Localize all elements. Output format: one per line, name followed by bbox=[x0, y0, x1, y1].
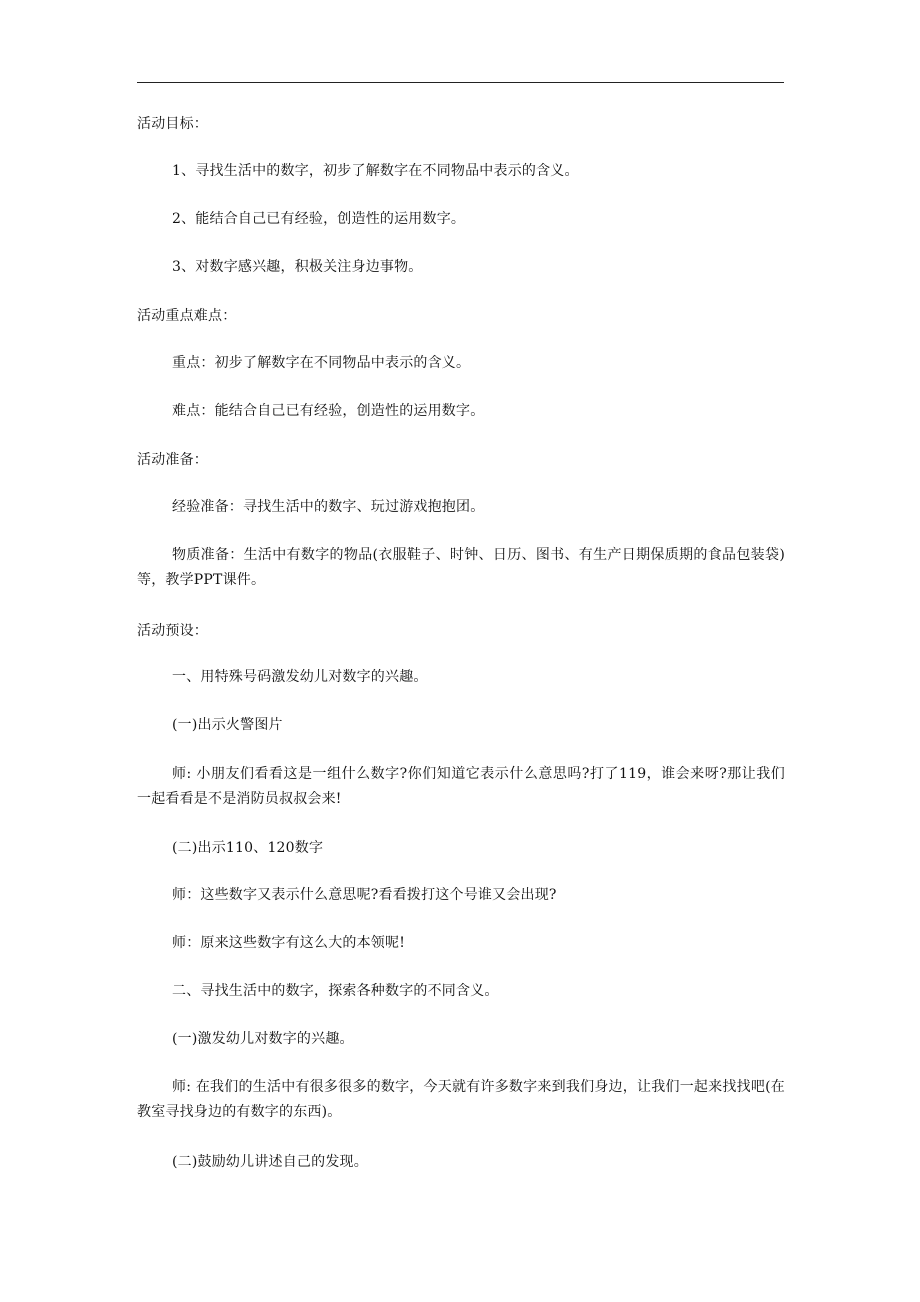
part2-step1: (一)激发幼儿对数字的兴趣。 bbox=[172, 1031, 354, 1047]
part2-step2: (二)鼓励幼儿讲述自己的发现。 bbox=[172, 1154, 368, 1170]
prep-experience: 经验准备：寻找生活中的数字、玩过游戏抱抱团。 bbox=[172, 499, 485, 515]
part1-teacher-line1: 师: 小朋友们看看这是一组什么数字?你们知道它表示什么意思吗?打了119，谁会来呀?那让我们一起看看是不是消防员叔叔会来! bbox=[137, 766, 785, 807]
part1-teacher-line2: 师：这些数字又表示什么意思呢?看看拨打这个号谁又会出现? bbox=[172, 887, 557, 903]
goal-item-3: 3、对数字感兴趣，积极关注身边事物。 bbox=[172, 259, 423, 275]
part2-teacher-line1: 师: 在我们的生活中有很多很多的数字，今天就有许多数字来到我们身边，让我们一起来找找吧(在教室寻找身边的有数字的东西)。 bbox=[137, 1079, 785, 1120]
difficult-point: 难点：能结合自己已有经验，创造性的运用数字。 bbox=[172, 403, 485, 419]
key-points-heading: 活动重点难点： bbox=[137, 308, 237, 324]
part1-teacher-line3: 师：原来这些数字有这么大的本领呢! bbox=[172, 935, 406, 951]
header-rule bbox=[137, 82, 784, 83]
part1-step2: (二)出示110、120数字 bbox=[172, 840, 324, 856]
prep-material: 物质准备：生活中有数字的物品(衣服鞋子、时钟、日历、图书、有生产日期保质期的食品包装袋)等，教学PPT课件。 bbox=[137, 547, 785, 588]
goal-item-2: 2、能结合自己已有经验，创造性的运用数字。 bbox=[172, 211, 466, 227]
part1-heading: 一、用特殊号码激发幼儿对数字的兴趣。 bbox=[172, 669, 428, 685]
goal-item-1: 1、寻找生活中的数字，初步了解数字在不同物品中表示的含义。 bbox=[172, 163, 579, 179]
part2-heading: 二、寻找生活中的数字，探索各种数字的不同含义。 bbox=[172, 983, 499, 999]
plan-heading: 活动预设： bbox=[137, 623, 208, 639]
key-point: 重点：初步了解数字在不同物品中表示的含义。 bbox=[172, 355, 471, 371]
prep-heading: 活动准备： bbox=[137, 452, 208, 468]
goals-heading: 活动目标： bbox=[137, 116, 208, 132]
part1-step1: (一)出示火警图片 bbox=[172, 717, 283, 733]
